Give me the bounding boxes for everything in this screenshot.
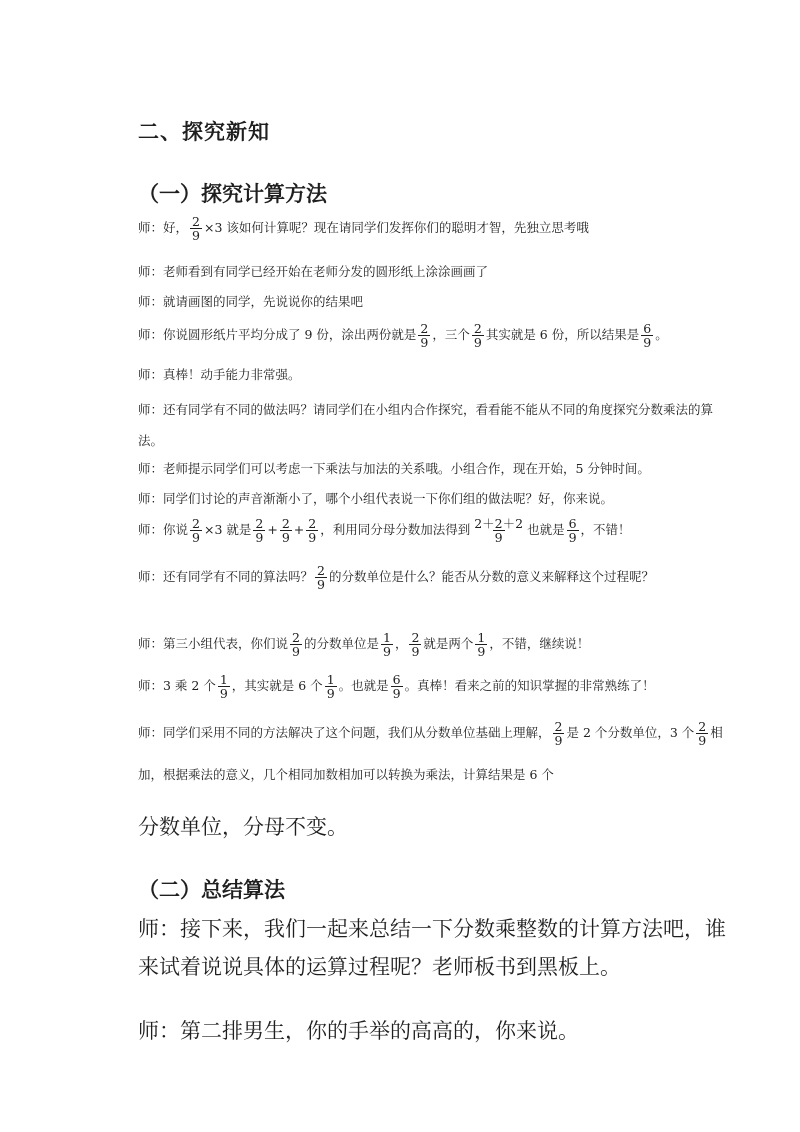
dialogue-line-2: 师：老师看到有同学已经开始在老师分发的圆形纸上涂涂画画了 <box>138 264 489 279</box>
fraction: $\frac{1}{9}$ <box>219 672 228 701</box>
dialogue-line-10: 师：还有同学有不同的算法吗？ $\frac{2}{9}$ 的分数单位是什么？能否从分数的意义来解释这个过程呢？ <box>138 563 654 592</box>
dialogue-line-7: 师：老师提示同学们可以考虑一下乘法与加法的关系哦。小组合作，现在开始，5 分钟时间。 <box>138 461 650 476</box>
dialogue-line-12: 师：3 乘 2 个 $\frac{1}{9}$ ，其实就是 6 个 $\frac{1}{9}$ 。也就是 $\frac{6}{9}$ 。真棒！看来之前的知识掌握的非常熟练了！ <box>138 672 655 701</box>
fraction: $\frac{2}{9}$ <box>192 516 200 545</box>
fraction: $\frac{6}{9}$ <box>643 321 652 350</box>
fraction: $\frac{2}{9}$ <box>308 516 317 545</box>
fraction: $\frac{1}{9}$ <box>477 630 486 659</box>
subsection-heading-2: （二）总结算法 <box>138 878 285 902</box>
fraction: $\frac{2+2+2}{9}$ <box>474 516 524 545</box>
fraction: $\frac{2}{9}$ <box>317 563 325 592</box>
dialogue-line-1: 师：好， $\frac{2}{9}$ ×3 该如何计算呢？现在请同学们发挥你们的聪明才智，先独立思考哦 <box>138 214 589 243</box>
dialogue-line-4: 师：你说圆形纸片平均分成了 9 份，涂出两份就是 $\frac{2}{9}$ ，三个 $\frac{2}{9}$ 其实就是 6 份，所以结果是 $\frac{6}{9}$ 。 <box>138 321 668 350</box>
fraction: $\frac{6}{9}$ <box>392 672 401 701</box>
dialogue-line-14: 分数单位，分母不变。 <box>138 815 348 839</box>
paragraph-1: 师：接下来，我们一起来总结一下分数乘整数的计算方法吧，谁来试着说说具体的运算过程呢？老师板书到黑板上。 <box>138 917 726 979</box>
dialogue-line-5: 师：真棒！动手能力非常强。 <box>138 367 301 382</box>
dialogue-line-11: 师：第三小组代表，你们说 $\frac{2}{9}$ 的分数单位是 $\frac{1}{9}$ ， $\frac{2}{9}$ 就是两个 $\frac{1}{9}$ ，不错，继续说！ <box>138 630 590 659</box>
fraction: $\frac{2}{9}$ <box>698 719 707 748</box>
fraction: $\frac{1}{9}$ <box>382 630 391 659</box>
fraction: $\frac{2}{9}$ <box>281 516 290 545</box>
dialogue-line-9: 师：你说 $\frac{2}{9}$ ×3 就是 $\frac{2}{9}$ + $\frac{2}{9}$ + $\frac{2}{9}$ ，利用同分母分数加法得到 $\frac{2+2+2}{9}$ 也就是 $\frac{6}{9}$ ，不错！ <box>138 516 631 545</box>
fraction: $\frac{2}{9}$ <box>292 630 300 659</box>
paragraph-2: 师：第二排男生，你的手举的高高的，你来说。 <box>138 1019 579 1043</box>
fraction: $\frac{6}{9}$ <box>568 516 577 545</box>
dialogue-line-6: 师：还有同学有不同的做法吗？请同学们在小组内合作探究，看看能不能从不同的角度探究分数乘法的算法。 <box>138 402 714 448</box>
fraction: $\frac{2}{9}$ <box>473 321 482 350</box>
fraction: $\frac{2}{9}$ <box>255 516 264 545</box>
subsection-heading-1: （一）探究计算方法 <box>138 182 327 206</box>
fraction: $\frac{2}{9}$ <box>420 321 429 350</box>
fraction: $\frac{2}{9}$ <box>192 214 200 243</box>
fraction: $\frac{1}{9}$ <box>326 672 335 701</box>
dialogue-line-13: 师：同学们采用不同的方法解决了这个问题，我们从分数单位基础上理解， $\frac{2}{9}$ 是 2 个分数单位，3 个 $\frac{2}{9}$ 相加，根据乘法的意义，几个相同加数相加可以转换为乘法，计算结果是 6 个 <box>138 719 723 782</box>
fraction: $\frac{2}{9}$ <box>554 719 563 748</box>
section-heading: 二、探究新知 <box>138 120 270 144</box>
dialogue-line-8: 师：同学们讨论的声音渐渐小了，哪个小组代表说一下你们组的做法呢？好，你来说。 <box>138 491 614 506</box>
dialogue-line-3: 师：就请画图的同学，先说说你的结果吧 <box>138 294 364 309</box>
fraction: $\frac{2}{9}$ <box>411 630 420 659</box>
